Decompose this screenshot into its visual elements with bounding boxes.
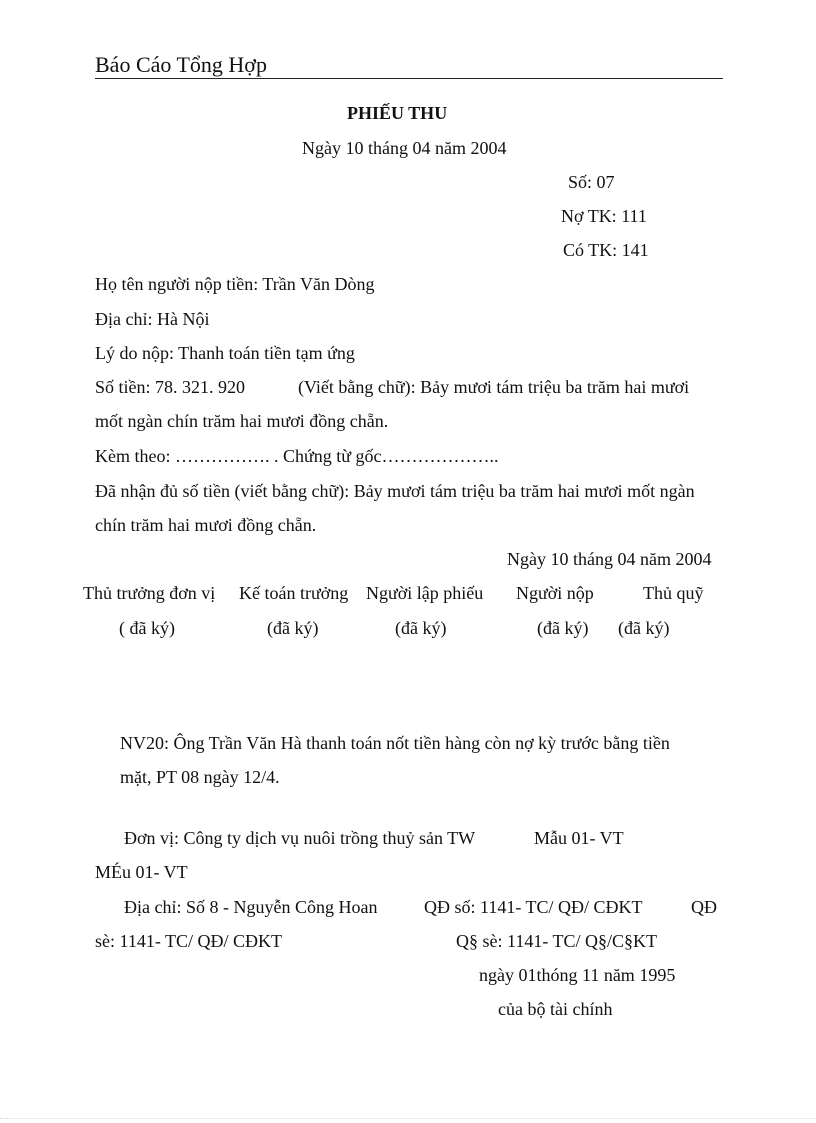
signer-status-head: ( đã ký) (119, 618, 175, 638)
decision-garbled-line: sè: 1141- TC/ QĐ/ CĐKT (95, 931, 282, 951)
signer-status-payer: (đã ký) (537, 618, 589, 638)
payer-address: Địa chỉ: Hà Nội (95, 309, 210, 329)
signer-status-chief-accountant: (đã ký) (267, 618, 319, 638)
receipt-title: PHIẾU THU (347, 103, 448, 123)
receipt-date: Ngày 10 tháng 04 năm 2004 (302, 138, 507, 158)
amount-words-line1: (Viết bằng chữ): Bảy mươi tám triệu ba trăm hai mươi (298, 377, 690, 397)
signer-role-preparer: Người lập phiếu (366, 583, 484, 603)
payment-reason: Lý do nộp: Thanh toán tiền tạm ứng (95, 343, 355, 363)
debit-account: Nợ TK: 111 (561, 206, 647, 226)
form-code-garbled: MÉu 01- VT (95, 862, 188, 882)
signer-status-cashier: (đã ký) (618, 618, 670, 638)
decision-date: ngày 01thóng 11 năm 1995 (479, 965, 676, 985)
decision-number: QĐ số: 1141- TC/ QĐ/ CĐKT (424, 897, 643, 917)
page-bottom-border (0, 1118, 816, 1119)
signer-role-head: Thủ trưởng đơn vị (83, 583, 216, 603)
attached-documents: Kèm theo: ……………. . Chứng từ gốc……………….. (95, 446, 499, 466)
transaction-note-line1: NV20: Ông Trần Văn Hà thanh toán nốt tiền hàng còn nợ kỳ trước bằng tiền (120, 733, 670, 753)
amount-words-line2: mốt ngàn chín trăm hai mươi đồng chẵn. (95, 411, 389, 431)
receipt-number: Số: 07 (568, 172, 615, 192)
header-divider (95, 78, 723, 79)
unit-name: Đơn vị: Công ty dịch vụ nuôi trồng thuỷ sản TW (124, 828, 476, 848)
signature-date: Ngày 10 tháng 04 năm 2004 (507, 549, 712, 569)
payer-name: Họ tên người nộp tiền: Trần Văn Dòng (95, 274, 375, 294)
credit-account: Có TK: 141 (563, 240, 649, 260)
signer-role-payer: Người nộp (516, 583, 594, 603)
decision-garbled-prefix: QĐ (691, 897, 717, 917)
signer-role-chief-accountant: Kế toán trưởng (239, 583, 349, 603)
report-header-title: Báo Cáo Tổng Hợp (95, 52, 267, 77)
received-amount-line2: chín trăm hai mươi đồng chẵn. (95, 515, 317, 535)
transaction-note-line2: mặt, PT 08 ngày 12/4. (120, 767, 280, 787)
form-code: Mẫu 01- VT (534, 828, 624, 848)
unit-address: Địa chỉ: Số 8 - Nguyễn Công Hoan (124, 897, 378, 917)
signer-status-preparer: (đã ký) (395, 618, 447, 638)
issuing-authority: của bộ tài chính (498, 999, 613, 1019)
signer-role-cashier: Thủ quỹ (643, 583, 704, 603)
decision-garbled-alt: Q§ sè: 1141- TC/ Q§/C§KT (456, 931, 657, 951)
received-amount-line1: Đã nhận đủ số tiền (viết bằng chữ): Bảy mươi tám triệu ba trăm hai mươi mốt ngàn (95, 481, 695, 501)
amount-figure: Số tiền: 78. 321. 920 (95, 377, 246, 397)
